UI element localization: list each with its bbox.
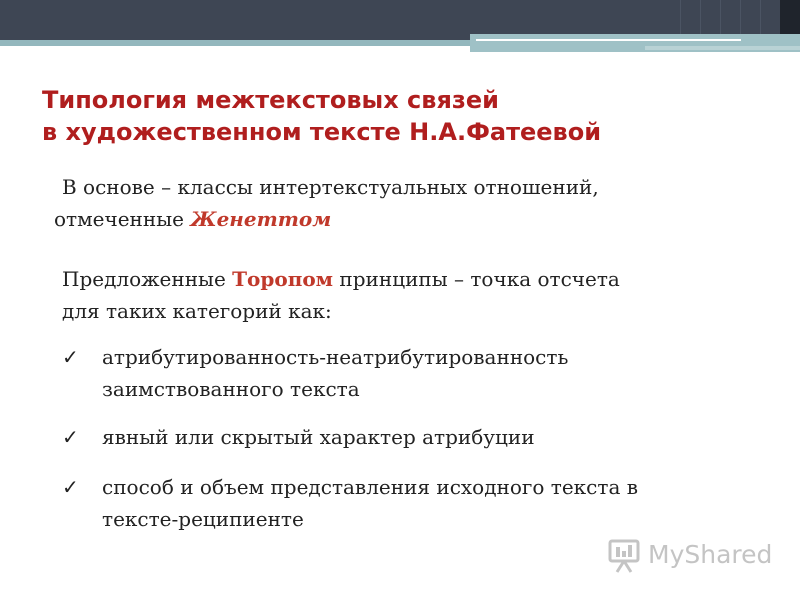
checkmark-icon: ✓ — [62, 475, 79, 499]
list-item-line: явный или скрытый характер атрибуции — [102, 425, 535, 449]
paragraph-2-line-1 — [62, 266, 620, 292]
logo-text: MyShared — [648, 540, 773, 569]
header-teal-thin — [645, 46, 800, 50]
paragraph-2-line-2: для таких категорий как: — [62, 299, 332, 323]
paragraph-1-prefix: отмеченные — [54, 207, 191, 231]
list-item-line: заимствованного текста — [102, 377, 360, 401]
paragraph-2-suffix: принципы – точка отсчета — [339, 267, 620, 291]
list-item-line: способ и объем представления исходного текста в — [102, 475, 638, 499]
list-item-line: тексте-реципиенте — [102, 507, 304, 531]
slide-title — [42, 84, 762, 148]
genette-emphasis: Женеттом — [190, 207, 332, 231]
paragraph-2-prefix: Предложенные — [62, 267, 233, 291]
torop-emphasis: Торопом — [232, 267, 334, 291]
paragraph-1-line-2 — [54, 206, 331, 232]
checkmark-icon: ✓ — [62, 345, 79, 369]
paragraph-1-line-1: В основе – классы интертекстуальных отношений, — [62, 175, 599, 199]
checkmark-icon: ✓ — [62, 425, 79, 449]
slide-title-line-2: в художественном тексте Н.А.Фатеевой — [42, 118, 602, 146]
slide-title-line-1: Типология межтекстовых связей — [42, 86, 499, 114]
header-white-line — [476, 39, 741, 41]
myshared-logo — [608, 538, 778, 574]
list-item-line: атрибутированность-неатрибутированность — [102, 345, 569, 369]
presentation-board-icon — [608, 538, 640, 574]
